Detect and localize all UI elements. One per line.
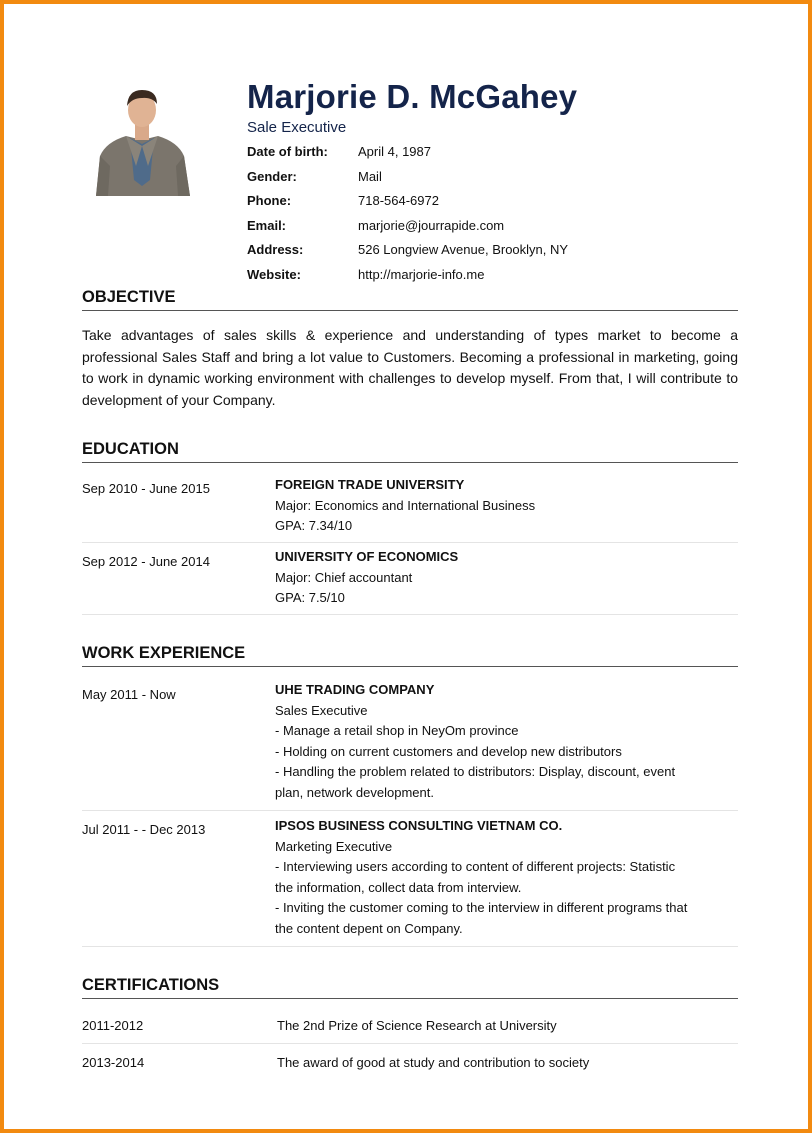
school-gpa: GPA: 7.5/10 — [275, 590, 345, 605]
person-photo-icon — [84, 80, 200, 196]
objective-text: Take advantages of sales skills & experience and understanding of types market to become a professional Sales Staff and bring a lot value to Customers. Becoming a professional in marketing, going to work in dynamic working environment with challenges to develop myself. From that, I will contribute to development of your Company. — [82, 327, 738, 408]
profile-photo — [84, 80, 200, 196]
row-divider — [82, 946, 738, 947]
detail-row-phone — [247, 191, 747, 216]
job-duty: - Holding on current customers and develop new distributors — [275, 743, 622, 759]
education-heading: EDUCATION — [82, 440, 179, 458]
section-divider — [82, 998, 738, 999]
row-divider — [82, 1043, 738, 1044]
detail-value[interactable]: marjorie@jourrapide.com — [358, 217, 505, 233]
school-name: FOREIGN TRADE UNIVERSITY — [275, 477, 465, 492]
personal-details — [247, 142, 747, 289]
job-duty: - Manage a retail shop in NeyOm province — [275, 723, 519, 738]
detail-row-address — [247, 240, 747, 265]
detail-label: Phone: — [247, 193, 292, 208]
company-name: UHE TRADING COMPANY — [275, 682, 435, 697]
detail-value: 718-564-6972 — [358, 193, 439, 208]
certification-date: 2011-2012 — [82, 1018, 144, 1033]
detail-label: Website: — [247, 266, 301, 282]
detail-row-email — [247, 216, 747, 241]
job-duty: - Interviewing users according to content of different projects: Statistic — [275, 859, 676, 874]
education-date: Sep 2012 - June 2014 — [82, 554, 210, 569]
school-gpa: GPA: 7.34/10 — [275, 518, 353, 533]
section-divider — [82, 462, 738, 463]
detail-row-dob — [247, 142, 747, 167]
work-heading: WORK EXPERIENCE — [82, 644, 246, 662]
school-major: Major: Chief accountant — [275, 569, 413, 585]
certification-text: The 2nd Prize of Science Research at University — [277, 1018, 557, 1033]
work-entry — [275, 816, 715, 939]
education-entry — [275, 547, 715, 609]
row-divider — [82, 542, 738, 543]
education-date: Sep 2010 - June 2015 — [82, 481, 210, 496]
job-duty: the content depent on Company. — [275, 920, 463, 936]
detail-label: Date of birth: — [247, 144, 328, 159]
section-divider — [82, 666, 738, 667]
certifications-heading: CERTIFICATIONS — [82, 976, 220, 994]
detail-label: Gender: — [247, 168, 297, 184]
work-entry — [275, 680, 715, 803]
job-role: Sales Executive — [275, 702, 368, 718]
detail-value: 526 Longview Avenue, Brooklyn, NY — [358, 242, 569, 257]
objective-heading: OBJECTIVE — [82, 288, 176, 306]
detail-value: Mail — [358, 168, 382, 184]
row-divider — [82, 614, 738, 615]
row-divider — [82, 810, 738, 811]
candidate-name: Marjorie D. McGahey — [247, 78, 578, 115]
work-date: May 2011 - Now — [82, 687, 176, 702]
candidate-title: Sale Executive — [247, 119, 347, 136]
detail-value: April 4, 1987 — [358, 144, 431, 159]
education-entry — [275, 475, 715, 537]
detail-row-website — [247, 265, 747, 290]
detail-row-gender — [247, 167, 747, 192]
job-duty: the information, collect data from interview. — [275, 879, 522, 895]
certification-date: 2013-2014 — [82, 1055, 145, 1070]
job-duty: - Inviting the customer coming to the interview in different programs that — [275, 900, 688, 915]
school-name: UNIVERSITY OF ECONOMICS — [275, 549, 459, 564]
job-duty: plan, network development. — [275, 784, 434, 800]
detail-value[interactable]: http://marjorie-info.me — [358, 266, 485, 282]
job-duty: - Handling the problem related to distributors: Display, discount, event — [275, 764, 676, 779]
job-role: Marketing Executive — [275, 838, 393, 854]
work-date: Jul 2011 - - Dec 2013 — [82, 822, 206, 837]
section-divider — [82, 310, 738, 311]
detail-label: Email: — [247, 217, 287, 233]
detail-label: Address: — [247, 242, 304, 257]
company-name: IPSOS BUSINESS CONSULTING VIETNAM CO. — [275, 818, 563, 833]
certification-text: The award of good at study and contribution to society — [277, 1055, 590, 1070]
school-major: Major: Economics and International Business — [275, 497, 536, 513]
